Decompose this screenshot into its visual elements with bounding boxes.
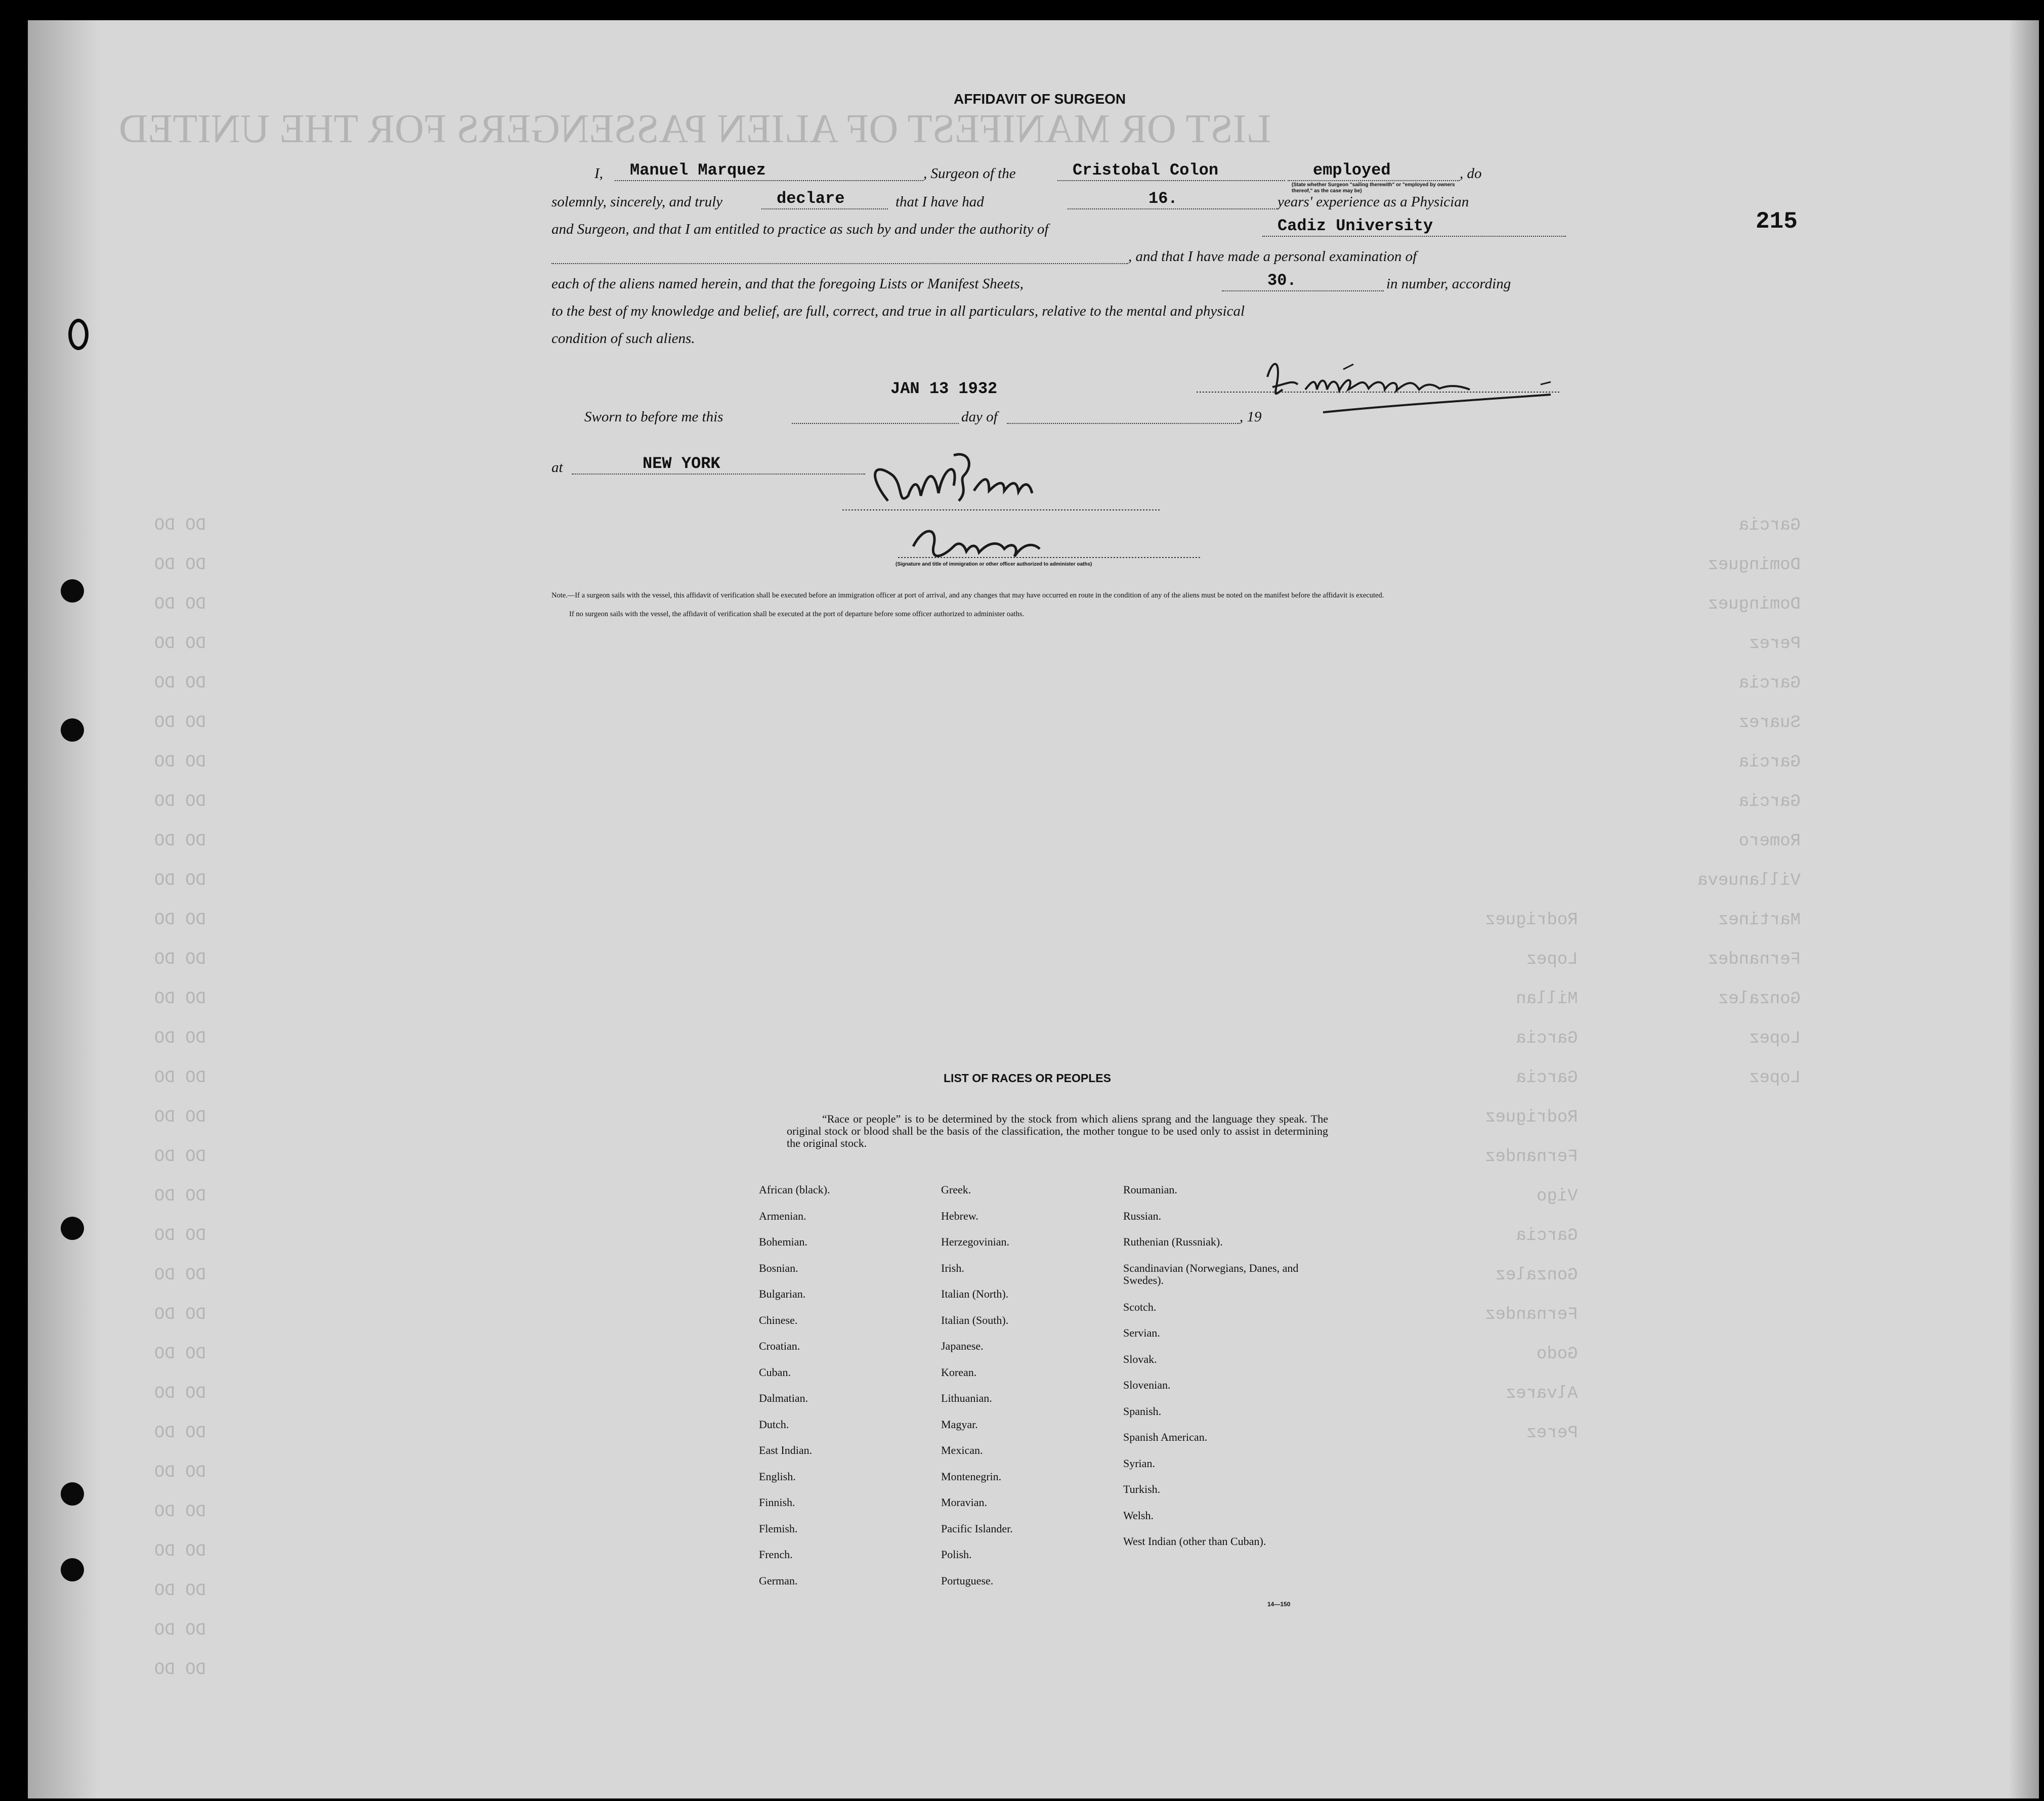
declare-field: declare [761,191,888,209]
race-item: Roumanian. [1123,1183,1177,1196]
race-item: Russian. [1123,1209,1162,1222]
race-item: Bohemian. [759,1235,807,1248]
race-item: Polish. [941,1548,972,1561]
race-item: Japanese. [941,1340,984,1352]
race-item: West Indian (other than Cuban). [1123,1535,1266,1548]
affidavit-line5-start: each of the aliens named herein, and that the foregoing Lists or Manifest Sheets, [551,276,1024,292]
race-item: Portuguese. [941,1574,994,1587]
race-item: Korean. [941,1365,977,1379]
race-item: East Indian. [759,1444,813,1456]
race-item: Turkish. [1123,1483,1161,1495]
race-item: Croatian. [759,1340,800,1352]
race-item: English. [759,1470,796,1483]
page-right-shadow [2009,20,2039,1798]
race-item: Scotch. [1123,1300,1157,1313]
binder-ring-hole [68,319,89,350]
race-item: Cuban. [759,1365,791,1379]
race-item: Pacific Islander. [941,1522,1013,1535]
race-item: Bosnian. [759,1261,798,1274]
affidavit-line4-end: , and that I have made a personal examination of [1128,248,1417,265]
affidavit-note-2: If no surgeon sails with the vessel, the affidavit of verification shall be executed at the port of departure before some officer authorized to administer oaths. [569,610,1025,618]
race-item: Ruthenian (Russniak). [1123,1235,1223,1248]
race-item: Greek. [941,1183,971,1196]
race-item: Welsh. [1123,1509,1154,1522]
affidavit-line2-end: years' experience as a Physician [1278,194,1469,210]
date-stamp: JAN 13 1932 [890,379,998,398]
surgeon-status-field: employed [1288,163,1460,181]
race-item: Armenian. [759,1209,806,1222]
race-item: Scandinavian (Norwegians, Danes, and Swedes). [1123,1261,1299,1287]
form-code: 14—150 [1267,1601,1291,1608]
race-item: Moravian. [941,1496,988,1509]
race-item: Syrian. [1123,1456,1155,1470]
years-field: 16. [1068,191,1275,209]
race-item: Spanish. [1123,1404,1162,1418]
race-item: Lithuanian. [941,1392,992,1404]
punch-hole [61,718,84,742]
race-item: Magyar. [941,1418,978,1431]
affidavit-line1-start: I, [594,165,603,182]
race-item: Dalmatian. [759,1392,808,1404]
races-intro: “Race or people” is to be determined by the stock from which aliens sprang and the language they speak. The original stock or blood shall be the basis of the classification, the mother tongue to be used only to assist in determining the original stock. [787,1112,1328,1149]
affidavit-line2-start: solemnly, sincerely, and truly [551,194,723,210]
sworn-month-field [1007,406,1240,424]
race-item: Mexican. [941,1444,983,1456]
race-item: Dutch. [759,1418,789,1431]
race-item: German. [759,1574,798,1587]
sworn-line-start: Sworn to before me this [584,409,723,425]
authority-field: Cadiz University [1262,219,1566,237]
race-item: Slovak. [1123,1352,1157,1365]
races-title: LIST OF RACES OR PEOPLES [944,1071,1111,1085]
punch-hole [61,579,84,603]
surgeon-name-field: Manuel Marquez [615,163,923,181]
race-item: Irish. [941,1261,964,1274]
at-label: at [551,459,563,476]
officer-caption: (Signature and title of immigration or other officer authorized to administer oaths) [896,562,1092,567]
officer-signature [837,445,1202,592]
authority-continuation-field [551,246,1128,264]
race-item: Montenegrin. [941,1470,1002,1483]
race-item: French. [759,1548,793,1561]
punch-hole [61,1482,84,1506]
races-column-1 [759,1184,830,1601]
race-item: Herzegovinian. [941,1235,1009,1248]
race-item: African (black). [759,1183,830,1196]
races-column-2 [941,1184,1013,1601]
affidavit-line1-mid: , Surgeon of the [923,165,1016,182]
sheets-count-field: 30. [1222,273,1384,291]
affidavit-line2-mid: that I have had [896,194,984,210]
page-number: 215 [1756,208,1798,235]
sworn-year-label: , 19 [1240,409,1262,425]
surgeon-status-hint: (State whether Surgeon "sailing therewith" or "employed by owners thereof," as the case may be) [1292,182,1455,194]
punch-hole [61,1558,84,1581]
race-item: Flemish. [759,1522,798,1535]
race-item: Hebrew. [941,1209,978,1222]
race-item: Finnish. [759,1496,795,1509]
affidavit-line3-start: and Surgeon, and that I am entitled to practice as such by and under the authority of [551,221,1049,237]
races-column-3 [1123,1184,1305,1562]
affidavit-line1-end: , do [1460,165,1482,182]
document-page: LIST OR MANIFEST OF ALIEN PASSENGERS FOR THE UNITED Rodriguez Lopez Millan Garcia Garcia Rodriguez Fernandez Vigo Garcia Gonzalez Fernandez Godo Alvarez Perez Garcia Dominguez Dominguez Perez Garcia Suarez Garcia Garcia Romero Villanueva Martinez Fernandez Gonzalez Lopez Lopez DO DO DO DO DO DO DO DO DO DO DO DO DO DO DO DO DO DO DO DO DO DO DO DO DO DO DO DO DO DO DO DO DO DO DO DO DO DO DO DO DO DO DO DO DO DO DO DO DO DO DO DO DO DO DO DO DO DO DO DO 215 AFFIDAVIT OF SURGEON I, Manuel Marquez , Surgeon of the Cristobal Colon employed (State whether Surgeon "sailing therewith" or "employed by owners thereof," as the case may be) , do solemnly, sincerely, and truly declare that I have had 16. years' experience as a Physician and Surgeon, and that I am entitled to practice as such by and under the authority of Cadiz University , and that I have made a personal examination of each of the aliens named herein, and that the foregoing Lists or Manifest Sheets, 30. in number, according to the best of my knowledge and belief, are full, correct, and true in all particulars, relative to the mental and physical condition of such aliens. JAN 13 1932 Sworn to before me this day of , 19 at NEW YORK (Signature and title of immigration or other officer authorized to administer oaths) Note.—If a surgeon sails with the vessel, this affidavit of verification shall be executed before an immigration officer at port of arrival, and any changes that may have occurred en route in the condition of any of the aliens must be noted on the manifest before the affidavit is executed. If no surgeon sails with the vessel, the affidavit of verification shall be executed at the port of departure before some officer authorized to administer oaths. LIST OF RACES OR PEOPLES “Race or people” is to be determined by the stock from which aliens sprang and the language they speak. The original stock or blood shall be the basis of the classification, the mother tongue to be used only to assist in determining the original stock. African (black). Armenian. Bohemian. Bosnian. Bulgarian. Chinese. Croatian. Cuban. Dalmatian. Dutch. East Indian. English. Finnish. Flemish. French. German. Greek. Hebrew. Herzegovinian. Irish. Italian (North). Italian (South). Japanese. Korean. Lithuanian. Magyar. Mexican. Montenegrin. Moravian. Pacific Islander. Polish. Portuguese. Roumanian. Russian. Ruthenian (Russniak). Scandinavian (Norwegians, Danes, and Swedes). Scotch. Servian. Slovak. Slovenian. Spanish. Spanish American. Syrian. Turkish. Welsh. West Indian (other than Cuban). 14—150 [28,20,2039,1798]
vessel-name-field: Cristobal Colon [1057,163,1285,181]
affidavit-title: AFFIDAVIT OF SURGEON [954,91,1126,107]
page-edge-shadow [28,20,99,1798]
race-item: Servian. [1123,1326,1160,1339]
place-field: NEW YORK [572,456,865,475]
affidavit-line7: condition of such aliens. [551,330,695,347]
punch-hole [61,1217,84,1240]
race-item: Italian (South). [941,1313,1009,1326]
affidavit-note-1: Note.—If a surgeon sails with the vessel, this affidavit of verification shall be executed before an immigration officer at port of arrival, and any changes that may have occurred en route in the condition of any of the aliens must be noted on the manifest before the affidavit is executed. [551,591,1384,599]
affidavit-line5-end: in number, according [1386,276,1511,292]
race-item: Chinese. [759,1313,798,1326]
race-item: Italian (North). [941,1288,1009,1300]
sworn-day-label: day of [961,409,998,425]
race-item: Bulgarian. [759,1288,806,1300]
race-item: Spanish American. [1123,1431,1208,1443]
affidavit-line6: to the best of my knowledge and belief, are full, correct, and true in all particulars, relative to the mental and physical [551,303,1245,319]
race-item: Slovenian. [1123,1379,1171,1391]
sworn-day-field [792,406,959,424]
